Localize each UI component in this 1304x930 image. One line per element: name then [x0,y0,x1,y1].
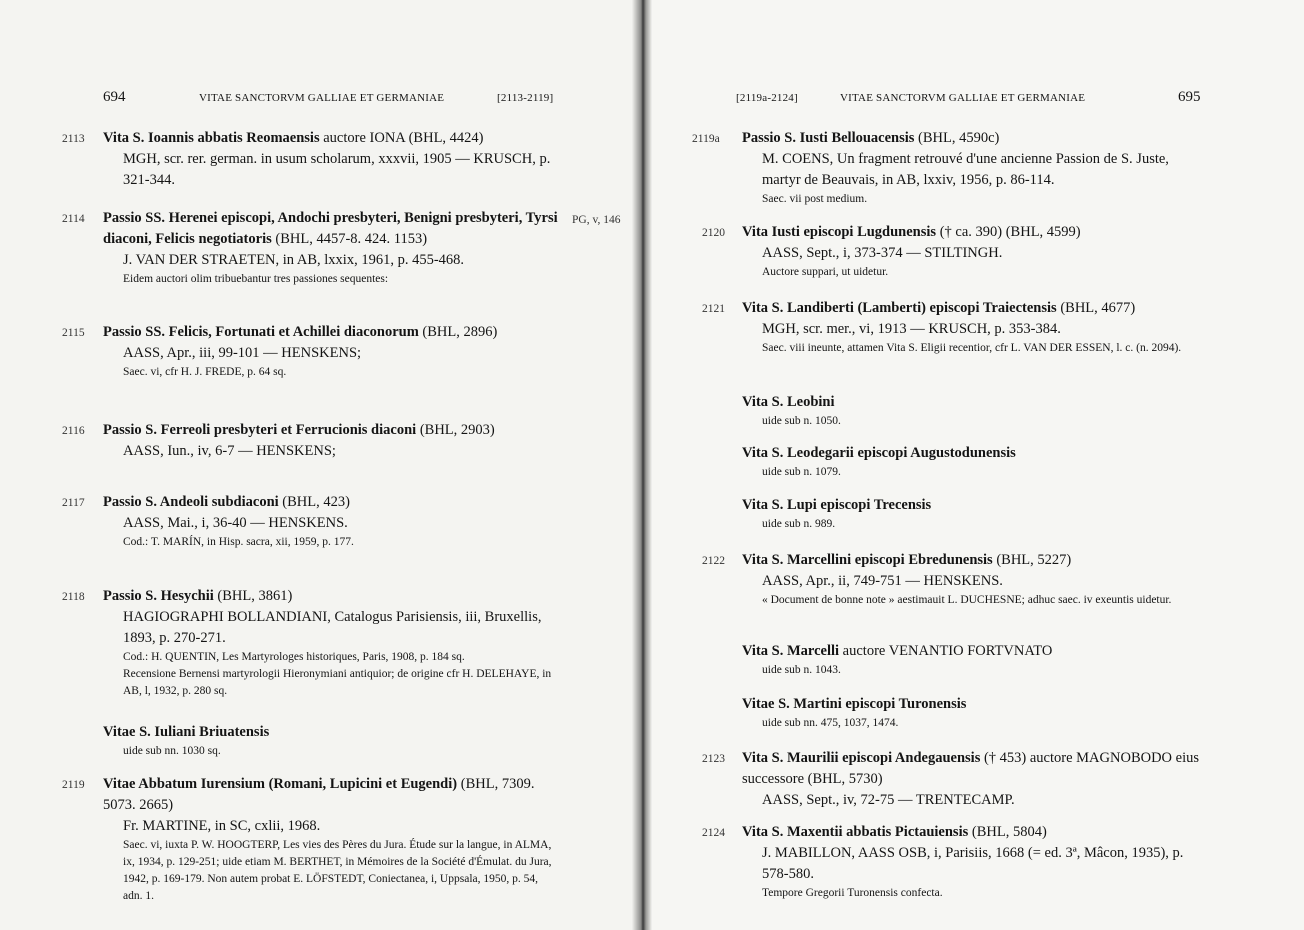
entry-note: Recensione Bernensi martyrologii Hieronymiani antiquior; de origine cfr H. DELEHAYE, in AB, l, 1932, p. 280 sq. [123,668,552,697]
entry-note: Eidem auctori olim tribuebantur tres passiones sequentes: [123,273,389,285]
entry-title: Vitae S. Martini episcopi Turonensis [742,696,967,712]
entry-tail: auctore VENANTIO FORTVNATO [839,643,1053,659]
right-folio: 695 [1178,89,1201,105]
entry-tail: (BHL, 2896) [418,324,498,340]
entry-title: Vita S. Marcellini episcopi Ebredunensis [742,552,993,568]
entry-tail: (BHL, 4677) [1056,300,1136,316]
entry-tail: (BHL, 5227) [992,552,1072,568]
entry-title: Passio S. Andeoli subdiaconi [103,494,279,510]
entry-reference: M. COENS, Un fragment retrouvé d'une ancienne Passion de S. Juste, martyr de Beauvais, in AB, lxxiv, 1956, p. 86-114. [762,151,1169,188]
entry-tail: (BHL, 7309. 5073. 2665) [103,776,535,813]
entry-note: uide sub n. 1043. [762,664,841,676]
left-folio: 694 [103,89,126,105]
entry-2116 [103,420,560,462]
entry-tail: († 453) auctore MAGNOBODO eius successore (BHL, 5730) [742,750,1200,787]
entry-title: Vita S. Lupi episcopi Trecensis [742,497,932,513]
entry-number: 2122 [702,555,725,567]
entry-number: 2124 [702,827,725,839]
entry-note: Tempore Gregorii Turonensis confecta. [762,887,943,899]
entry-note: Saec. viii ineunte, attamen Vita S. Eligii recentior, cfr L. VAN DER ESSEN, l. c. (n. 2094). [762,342,1182,354]
entry-note: Cod.: T. MARÍN, in Hisp. sacra, xii, 1959, p. 177. [123,536,354,548]
entry-title: Vitae Abbatum Iurensium (Romani, Lupicini et Eugendi) [103,776,458,792]
entry-reference: AASS, Iun., iv, 6-7 — HENSKENS; [123,443,336,459]
entry-title: Passio S. Iusti Bellouacensis [742,130,915,146]
entry-reference: AASS, Apr., iii, 99-101 — HENSKENS; [123,345,362,361]
left-range: [2113-2119] [497,92,554,104]
entry-reference: J. MABILLON, AASS OSB, i, Parisiis, 1668 (= ed. 3ª, Mâcon, 1935), p. 578-580. [762,845,1184,882]
entry-number: 2121 [702,303,725,315]
entry-title: Vita S. Landiberti (Lamberti) episcopi Traiectensis [742,300,1057,316]
entry-title: Passio SS. Felicis, Fortunati et Achillei diaconorum [103,324,419,340]
margin-note: PG, v, 146 [572,214,621,226]
entry-note: uide sub nn. 475, 1037, 1474. [762,717,899,729]
entry-leodegarii [742,443,1202,481]
entry-tail: (BHL, 3861) [213,588,293,604]
entry-number: 2119a [692,133,720,145]
entry-note: uide sub n. 1050. [762,415,841,427]
entry-title: Vita S. Maurilii episcopi Andegauensis [742,750,981,766]
entry-title: Vita S. Leobini [742,394,835,410]
entry-number: 2115 [62,327,85,339]
entry-note: Saec. vi, cfr H. J. FREDE, p. 64 sq. [123,366,287,378]
entry-2121 [742,298,1202,357]
entry-2115 [103,322,560,381]
entry-tail: (BHL, 2903) [416,422,495,438]
entry-note: Saec. vi, iuxta P. W. HOOGTERP, Les vies des Pères du Jura. Étude sur la langue, in ALMA, ix, 1934, p. 129-251; uide etiam M. BERTHET, in Mémoires de la Société d'Émulat. du Jura, 1942, p. 169-179. Non autem probat E. LÖFSTEDT, Coniectanea, i, Uppsala, 1950, p. 54, adn. 1. [123,839,552,902]
entry-note: « Document de bonne note » aestimauit L. DUCHESNE; adhuc saec. iv exeuntis uidetur. [762,594,1172,606]
entry-number: 2123 [702,753,725,765]
entry-2119 [103,774,560,905]
entry-leobini [742,392,1202,430]
entry-note: uide sub n. 989. [762,518,836,530]
entry-reference: AASS, Apr., ii, 749-751 — HENSKENS. [762,573,1003,589]
entry-reference: AASS, Sept., i, 373-374 — STILTINGH. [762,245,1003,261]
entry-lupi [742,495,1202,533]
entry-reference: MGH, scr. rer. german. in usum scholarum, xxxvii, 1905 — KRUSCH, p. 321-344. [123,151,551,188]
entry-title: Vita S. Leodegarii episcopi Augustodunensis [742,445,1016,461]
entry-title: Passio S. Hesychii [103,588,214,604]
entry-reference: Fr. MARTINE, in SC, cxlii, 1968. [123,818,321,834]
entry-note: Cod.: H. QUENTIN, Les Martyrologes historiques, Paris, 1908, p. 184 sq. [123,651,465,663]
entry-number: 2114 [62,213,85,225]
entry-tail: (BHL, 4457-8. 424. 1153) [271,231,428,247]
entry-2123 [742,748,1202,811]
entry-reference: AASS, Mai., i, 36-40 — HENSKENS. [123,515,348,531]
entry-tail: (BHL, 423) [278,494,350,510]
entry-number: 2116 [62,425,85,437]
entry-2114 [103,208,560,288]
entry-2124 [742,822,1202,902]
entry-2118 [103,586,560,700]
entry-iuliani [103,722,560,760]
right-running-title: VITAE SANCTORVM GALLIAE ET GERMANIAE [840,92,1086,104]
entry-number: 2113 [62,133,85,145]
entry-tail: (BHL, 5804) [968,824,1047,840]
entry-2120 [742,222,1202,281]
entry-title: Vitae S. Iuliani Briuatensis [103,724,270,740]
entry-number: 2120 [702,227,725,239]
entry-note: uide sub nn. 1030 sq. [123,745,221,757]
entry-2122 [742,550,1202,609]
entry-reference: MGH, scr. mer., vi, 1913 — KRUSCH, p. 353-384. [762,321,1061,337]
left-running-title: VITAE SANCTORVM GALLIAE ET GERMANIAE [199,92,445,104]
entry-martini [742,694,1202,732]
left-page [0,0,640,930]
entry-marcelli [742,641,1202,679]
entry-note: uide sub n. 1079. [762,466,841,478]
entry-title: Vita S. Marcelli [742,643,840,659]
entry-title: Vita S. Maxentii abbatis Pictauiensis [742,824,969,840]
entry-title: Passio SS. Herenei episcopi, Andochi presbyteri, Benigni presbyteri, Tyrsi diaconi, Felicis negotiatoris [103,210,558,247]
entry-title: Vita S. Ioannis abbatis Reomaensis [103,130,320,146]
entry-title: Vita Iusti episcopi Lugdunensis [742,224,937,240]
entry-2119a [742,128,1202,208]
entry-reference: J. VAN DER STRAETEN, in AB, lxxix, 1961, p. 455-468. [123,252,465,268]
entry-reference: HAGIOGRAPHI BOLLANDIANI, Catalogus Parisiensis, iii, Bruxellis, 1893, p. 270-271. [123,609,542,646]
entry-tail: († ca. 390) (BHL, 4599) [936,224,1081,240]
entry-note: Saec. vii post medium. [762,193,868,205]
entry-title: Passio S. Ferreoli presbyteri et Ferrucionis diaconi [103,422,417,438]
entry-2113 [103,128,560,191]
right-page [640,0,1304,930]
entry-tail: (BHL, 4590c) [914,130,1000,146]
right-range: [2119a-2124] [736,92,798,104]
entry-reference: AASS, Sept., iv, 72-75 — TRENTECAMP. [762,792,1015,808]
book-gutter [632,0,652,930]
entry-number: 2117 [62,497,85,509]
entry-tail: auctore IONA (BHL, 4424) [319,130,484,146]
entry-2117 [103,492,560,551]
entry-note: Auctore suppari, ut uidetur. [762,266,889,278]
entry-number: 2119 [62,779,85,791]
entry-number: 2118 [62,591,85,603]
